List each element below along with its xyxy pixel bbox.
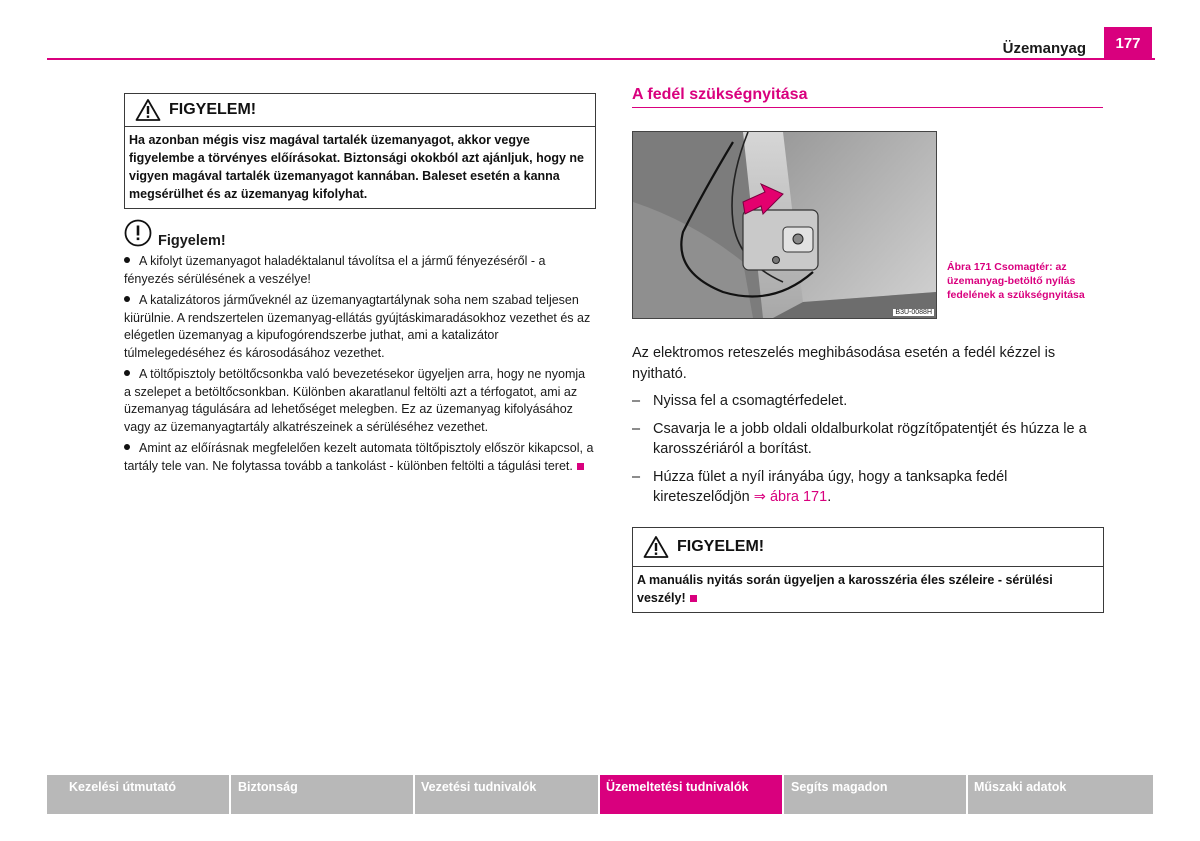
right-warning-header <box>633 528 1103 567</box>
list-item <box>124 440 594 475</box>
nav-tab-label: Kezelési útmutató <box>69 780 176 794</box>
step-item <box>632 467 1107 507</box>
list-item-text: Amint az előírásnak megfelelően kezelt automata töltőpisztoly először kikapcsol, a tartály tele van. Ne folytassa tovább a tankolást - különben feltölti a tágulási teret. <box>124 441 594 473</box>
intro-paragraph: Az elektromos reteszelés meghibásodása esetén a fedél kézzel is nyitható. <box>632 345 1056 382</box>
right-warning-box <box>632 527 1104 613</box>
page-number: 177 <box>1104 27 1152 60</box>
step-dash: – <box>632 421 641 437</box>
step-item <box>632 419 1107 459</box>
section-title: A fedél szükségnyitása <box>632 86 808 103</box>
fuel-flap-illustration <box>633 132 936 318</box>
step-item <box>632 391 1107 411</box>
bullet-icon <box>124 257 130 263</box>
list-item <box>124 253 594 288</box>
end-of-section-icon <box>577 463 584 470</box>
header-rule <box>47 58 1155 60</box>
left-warning-box <box>124 93 596 209</box>
bullet-icon <box>124 370 130 376</box>
section-rule <box>632 107 1103 108</box>
bullet-icon <box>124 296 130 302</box>
left-warning-header <box>125 94 595 127</box>
list-item <box>124 366 594 436</box>
step-dash: – <box>632 393 641 409</box>
step-text-end: . <box>827 489 832 505</box>
step-text: Nyissa fel a csomagtérfedelet. <box>653 393 848 409</box>
left-warning-title: FIGYELEM! <box>169 101 257 118</box>
nav-tab-kezelesi-utmutato[interactable] <box>47 775 229 814</box>
notice-list <box>124 253 594 479</box>
nav-tab-muszaki-adatok[interactable] <box>968 775 1153 814</box>
chapter-title: Üzemanyag <box>1002 40 1086 57</box>
right-warning-text: A manuális nyitás során ügyeljen a karosszéria éles széleire - sérülési veszély! <box>637 573 1053 605</box>
step-text: Csavarja le a jobb oldali oldalburkolat rögzítőpatentjét és húzza le a karosszériáról a borítást. <box>653 421 1087 457</box>
left-warning-text: Ha azonban mégis visz magával tartalék üzemanyagot, akkor vegye figyelembe a törvényes előírásokat. Biztonsági okokból azt ajánljuk, hogy ne vigyen magával tartalék üzemanyagot kannában. Baleset esetén a kanna megsérülhet és az üzemanyag kifolyhat. <box>129 133 584 201</box>
list-item-text: A töltőpisztoly betöltőcsonkba való bevezetésekor ügyeljen arra, hogy ne nyomja a szelepet a betöltőcsonkban. Különben akaratlanul feltölti azt a térfogatot, ami az üzemanyag tágulására ad lehetőséget melegben. Ez az üzemanyag kifolyásához vagy az üzemanyagtartály alkatrészeinek a sérüléséhez vezethet. <box>124 367 586 434</box>
notice-heading <box>124 219 226 247</box>
notice-title: Figyelem! <box>158 233 226 249</box>
nav-tab-label: Műszaki adatok <box>974 780 1067 794</box>
figure-fuel-flap-release <box>632 131 937 319</box>
right-warning-body <box>633 567 1103 612</box>
figure-caption: Ábra 171 Csomagtér: az üzemanyag-betöltő nyílás fedelének a szükségnyitása <box>947 261 1085 301</box>
footer-nav <box>47 775 1153 814</box>
steps-list <box>632 391 1107 515</box>
list-item-text: A kifolyt üzemanyagot haladéktalanul távolítsa el a jármű fényezéséről - a fényezés sérülésének a veszélye! <box>124 254 546 286</box>
step-text: Húzza fület a nyíl irányába úgy, hogy a tanksapka fedél kireteszelődjön <box>653 469 1008 505</box>
nav-tab-vezetesi-tudnivalok[interactable] <box>415 775 598 814</box>
nav-tab-uzemeltetesi-tudnivalok[interactable] <box>600 775 782 814</box>
list-item <box>124 292 594 362</box>
step-dash: – <box>632 469 641 485</box>
warning-triangle-icon <box>643 535 669 559</box>
figure-code: B3U-0088H <box>895 309 932 316</box>
exclamation-circle-icon <box>124 219 152 247</box>
end-of-section-icon <box>690 595 697 602</box>
nav-tab-segits-magadon[interactable] <box>784 775 966 814</box>
nav-tab-label: Vezetési tudnivalók <box>421 780 537 794</box>
nav-tab-label: Biztonság <box>238 780 298 794</box>
figure-reference-link[interactable]: ⇒ ábra 171 <box>753 489 828 505</box>
list-item-text: A katalizátoros járműveknél az üzemanyagtartálynak soha nem szabad teljesen kiürülnie. A rendszertelen üzemanyag-ellátás gyújtáskimaradásokhoz vezethet és az elégetlen üzemanyag a kipufogórendszerbe juthat, ami a katalizátor túlmelegedéséhez és károsodásához vezethet. <box>124 293 591 360</box>
nav-tab-label: Üzemeltetési tudnivalók <box>606 780 749 794</box>
right-warning-title: FIGYELEM! <box>677 538 765 555</box>
nav-tab-label: Segíts magadon <box>791 780 888 794</box>
nav-tab-biztonsag[interactable] <box>231 775 413 814</box>
bullet-icon <box>124 444 130 450</box>
warning-triangle-icon <box>135 98 161 122</box>
